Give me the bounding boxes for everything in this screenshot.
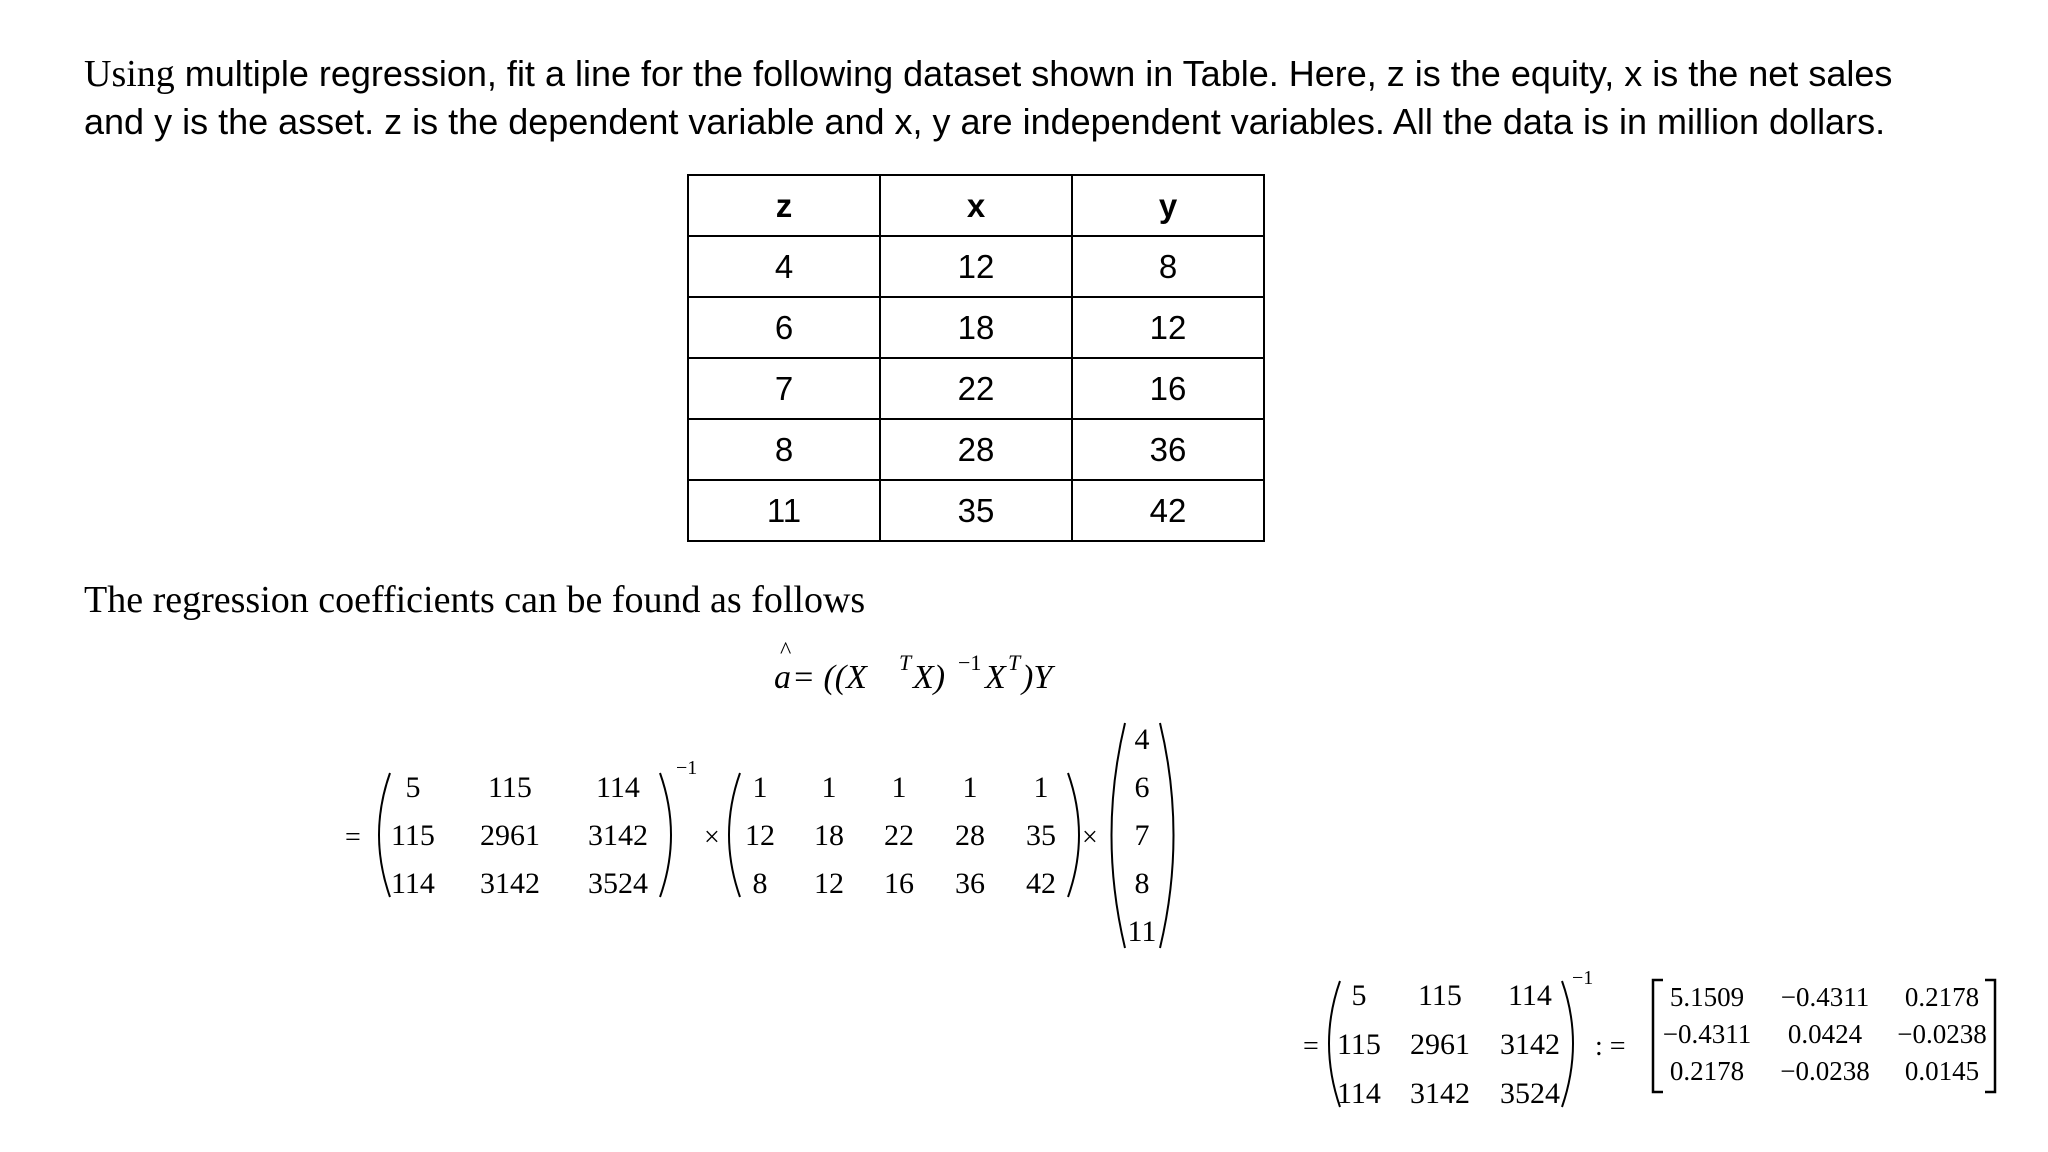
matrix-cell: 0.0145	[1904, 1056, 1980, 1086]
left-paren	[1112, 723, 1126, 948]
times-sign: ×	[1082, 822, 1098, 853]
matrix-cell: 8	[1134, 867, 1150, 900]
equals-sign: =	[1303, 1031, 1319, 1062]
matrix-cell: −0.4311	[1780, 982, 1870, 1012]
matrix-cell: 2961	[480, 819, 540, 852]
transpose-superscript: T	[1008, 650, 1021, 675]
matrix-cell: 114	[596, 771, 640, 804]
matrix-cell: 3142	[1410, 1077, 1470, 1110]
matrix-cell: −0.0238	[1780, 1056, 1870, 1086]
matrix-cell: 1	[962, 771, 978, 804]
matrix-cell: 1	[821, 771, 837, 804]
matrix-cell: 114	[1508, 979, 1552, 1012]
matrix-cell: −0.0238	[1897, 1019, 1987, 1049]
matrix-cell: 115	[1337, 1028, 1381, 1061]
matrix-cell: 115	[1418, 979, 1462, 1012]
matrix-cell: 115	[488, 771, 532, 804]
table-cell: 4	[688, 236, 880, 297]
right-paren	[660, 773, 671, 897]
right-paren	[1562, 981, 1573, 1107]
matrix-cell: 6	[1134, 771, 1150, 804]
matrix-cell: 3142	[1500, 1028, 1560, 1061]
table-cell: 7	[688, 358, 880, 419]
problem-line-1-text: multiple regression, fit a line for the following dataset shown in Table. Here, z is the equity, x is the net sales	[174, 53, 1893, 94]
matrix-cell: 18	[814, 819, 844, 852]
left-bracket	[1653, 980, 1663, 1092]
matrix-cell: 36	[955, 867, 985, 900]
matrix-cell: 3142	[480, 867, 540, 900]
matrix-cell: 42	[1026, 867, 1056, 900]
formula-part: X)	[913, 659, 946, 696]
matrix-cell: −0.4311	[1662, 1019, 1752, 1049]
table-cell: 28	[880, 419, 1072, 480]
header-z: z	[688, 175, 880, 236]
table-cell: 18	[880, 297, 1072, 358]
table-cell: 42	[1072, 480, 1264, 541]
matrix-cell: 12	[814, 867, 844, 900]
matrix-cell: 115	[391, 819, 435, 852]
table-cell: 12	[1072, 297, 1264, 358]
matrix-cell: 35	[1026, 819, 1056, 852]
right-paren	[1160, 723, 1174, 948]
table-cell: 11	[688, 480, 880, 541]
left-paren	[379, 773, 390, 897]
matrix-cell: 22	[884, 819, 914, 852]
matrix-cell: 28	[955, 819, 985, 852]
matrix-cell: 16	[884, 867, 914, 900]
header-y: y	[1072, 175, 1264, 236]
matrix-cell: 12	[745, 819, 775, 852]
matrix-cell: 1	[891, 771, 907, 804]
matrix-equation	[345, 723, 1174, 948]
table-cell: 8	[1072, 236, 1264, 297]
matrix-cell: 3524	[588, 867, 648, 900]
y-vector	[1128, 723, 1157, 948]
table-cell: 6	[688, 297, 880, 358]
matrix-cell: 0.2178	[1904, 982, 1980, 1012]
equals-sign: =	[345, 822, 361, 853]
matrix-cell: 5.1509	[1669, 982, 1745, 1012]
xtx-matrix-repeat	[1337, 979, 1560, 1110]
matrix-cell: 5	[405, 771, 421, 804]
coefficient-symbol: a	[774, 659, 791, 696]
matrix-cell: 0.0424	[1787, 1019, 1863, 1049]
matrix-cell: 8	[752, 867, 768, 900]
xt-matrix	[745, 771, 1056, 900]
matrix-cell: 0.2178	[1669, 1056, 1745, 1086]
matrix-cell: 1	[1033, 771, 1049, 804]
matrix-cell: 3524	[1500, 1077, 1560, 1110]
formula-part: )Y	[1022, 659, 1053, 696]
hat-accent: ^	[780, 638, 792, 664]
xtx-matrix	[391, 771, 648, 900]
table-cell: 35	[880, 480, 1072, 541]
table-cell: 8	[688, 419, 880, 480]
inverse-superscript: −1	[676, 757, 698, 779]
coefficients-lead-text: The regression coefficients can be found as follows	[84, 579, 866, 621]
matrix-cell: 2961	[1410, 1028, 1470, 1061]
matrix-cell: 5	[1351, 979, 1367, 1012]
normal-equation-formula	[774, 638, 1055, 696]
transpose-superscript: T	[899, 650, 912, 675]
assign-sign: : =	[1595, 1031, 1626, 1062]
inverse-superscript: −1	[958, 650, 982, 675]
matrix-cell: 7	[1134, 819, 1150, 852]
formula-part: = ((X	[792, 659, 867, 696]
table-cell: 16	[1072, 358, 1264, 419]
inverse-superscript: −1	[1572, 967, 1594, 989]
matrix-cell: 114	[1337, 1077, 1381, 1110]
formula-part: X	[985, 659, 1006, 696]
times-sign: ×	[704, 822, 720, 853]
problem-line-2: and y is the asset. z is the dependent variable and x, y are independent variables. All the data is in million dollars.	[84, 101, 1886, 142]
matrix-cell: 1	[752, 771, 768, 804]
matrix-cell: 11	[1127, 915, 1157, 948]
matrix-cell: 114	[391, 867, 435, 900]
problem-first-word: Using	[84, 53, 175, 95]
table-cell: 36	[1072, 419, 1264, 480]
table-cell: 12	[880, 236, 1072, 297]
header-x: x	[880, 175, 1072, 236]
matrix-cell: 4	[1134, 723, 1150, 756]
right-paren	[1068, 773, 1079, 897]
matrix-cell: 3142	[588, 819, 648, 852]
inverse-result-matrix	[1663, 982, 1987, 1086]
table-cell: 22	[880, 358, 1072, 419]
inverse-equation	[1303, 967, 1995, 1110]
left-paren	[729, 773, 740, 897]
